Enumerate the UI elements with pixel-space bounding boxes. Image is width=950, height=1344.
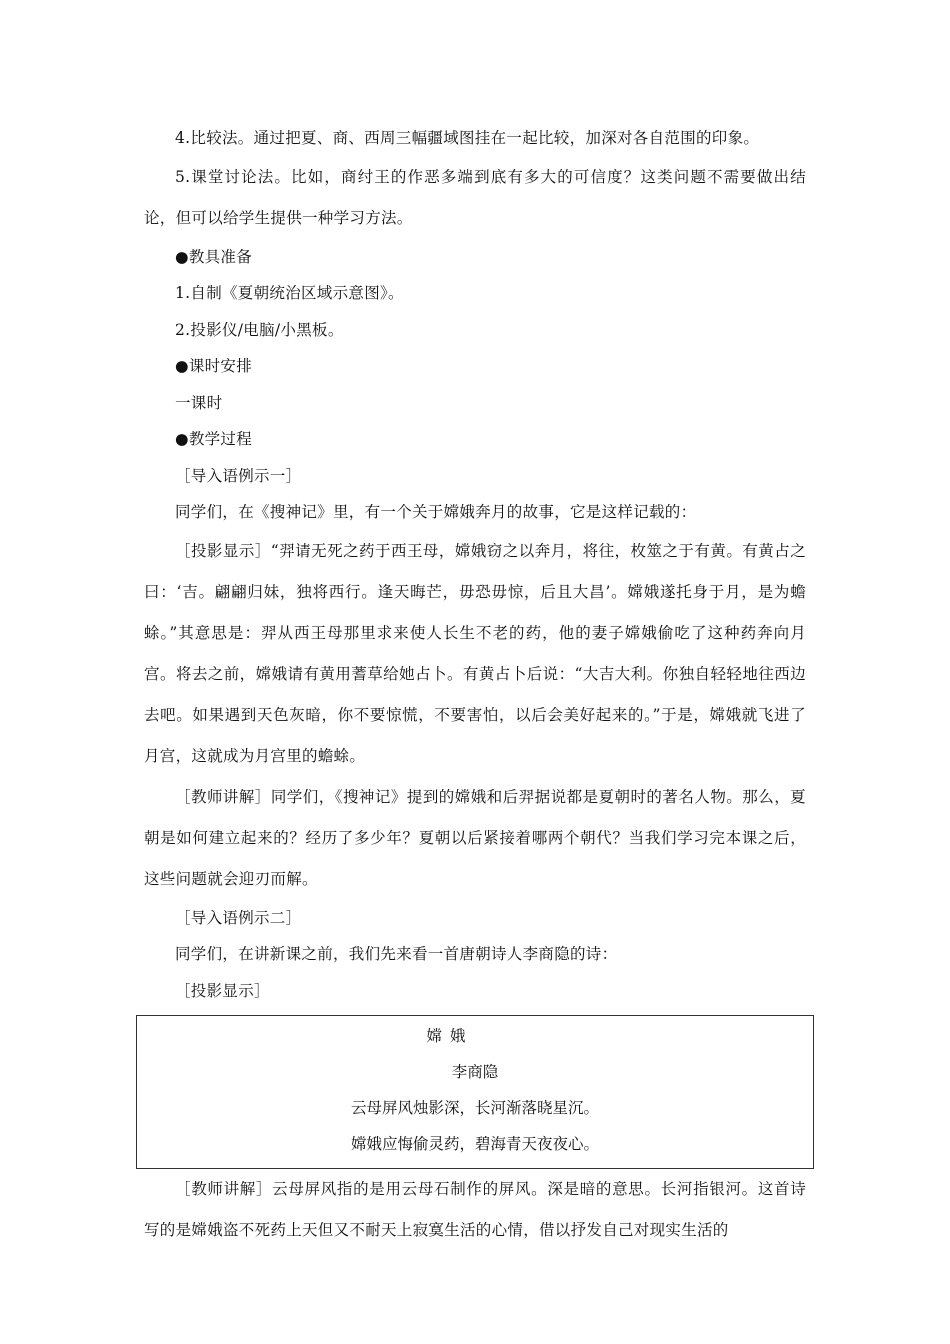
poem-author: 李商隐 (451, 1063, 499, 1081)
teacher-explanation-one: ［教师讲解］同学们，《搜神记》提到的嫦娥和后羿据说都是夏朝时的著名人物。那么，夏朝是如何建立起来的？经历了多少年？夏朝以后紧接着哪两个朝代？当我们学习完本课之后，这些问题就会迎刃而解。 (144, 787, 806, 888)
poem-box (136, 1015, 814, 1169)
intro-example-one-text: 同学们，在《搜神记》里，有一个关于嫦娥奔月的故事，它是这样记载的： (175, 503, 697, 521)
teacher-explanation-two: ［教师讲解］云母屏风指的是用云母石制作的屏风。深是暗的意思。长河指银河。这首诗写的是嫦娥盗不死药上天但又不耐天上寂寞生活的心情，借以抒发自己对现实生活的 (144, 1180, 806, 1239)
poem-title: 嫦娥 (426, 1027, 474, 1045)
poem-line: 云母屏风烛影深，长河渐落晓星沉。 (350, 1099, 599, 1117)
teaching-aid-item: 1.自制《夏朝统治区域示意图》。 (175, 284, 404, 302)
document-body (144, 120, 806, 1251)
intro-example-two-label: ［导入语例示二］ (175, 908, 302, 927)
section-heading-process: ●教学过程 (175, 430, 253, 448)
schedule-text: 一课时 (175, 393, 223, 412)
teaching-aid-item: 2.投影仪/电脑/小黑板。 (175, 320, 344, 339)
method-discussion: 5.课堂讨论法。比如，商纣王的作恶多端到底有多大的可信度？这类问题不需要做出结论，但可以给学生提供一种学习方法。 (144, 167, 806, 227)
section-heading-schedule: ●课时安排 (175, 357, 253, 375)
section-heading-teaching-aids: ●教具准备 (175, 247, 253, 266)
poem-line: 嫦娥应悔偷灵药，碧海青天夜夜心。 (350, 1135, 599, 1153)
intro-example-two-text: 同学们，在讲新课之前，我们先来看一首唐朝诗人李商隐的诗： (175, 945, 618, 963)
method-comparison: 4.比较法。通过把夏、商、西周三幅疆域图挂在一起比较，加深对各自范围的印象。 (175, 129, 760, 147)
projection-story: ［投影显示］“羿请无死之药于西王母，嫦娥窃之以奔月，将往，枚筮之于有黄。有黄占之曰：‘吉。翩翩归妹，独将西行。逢天晦芒，毋恐毋惊，后且大昌’。嫦娥遂托身于月，是为蟾蜍。”其意思是：羿从西王母那里求来使人长生不老的药，他的妻子嫦娥偷吃了这种药奔向月宫。将去之前，嫦娥请有黄用蓍草给她占卜。有黄占卜后说：“大吉大利。你独自轻轻地往西边去吧。如果遇到天色灰暗，你不要惊慌，不要害怕，以后会美好起来的。”于是，嫦娥就飞进了月宫，这就成为月宫里的蟾蜍。 (144, 541, 806, 765)
intro-example-one-label: ［导入语例示一］ (175, 466, 302, 485)
projection-label: ［投影显示］ (175, 981, 270, 1000)
